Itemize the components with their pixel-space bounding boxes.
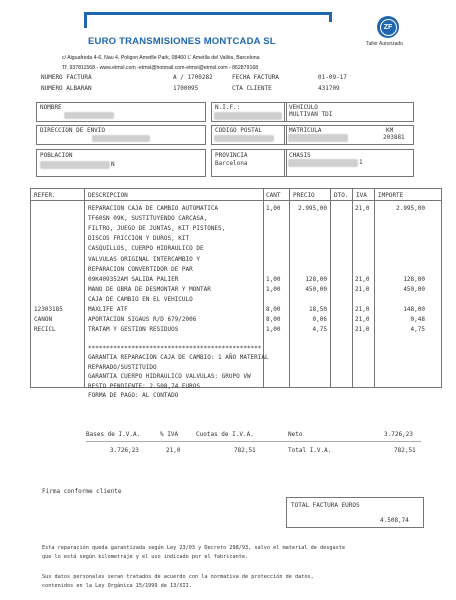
row-cant: 1,00	[266, 285, 281, 293]
privacy-line-2: contenidos en la Ley Orgánica 15/1999 de 13/XII.	[42, 583, 192, 589]
row-iva: 21,0	[355, 316, 370, 324]
row-desc: CASQUILLOS, CUERPO HIDRAULICO DE	[88, 245, 204, 253]
chasis-label: CHASIS	[289, 152, 311, 159]
note-line: GARANTIA REPARACION CAJA DE CAMBIO: 1 AÑO MATERIAL	[88, 354, 269, 361]
iva-summary-rule	[86, 441, 421, 442]
header-underline-bend	[84, 12, 87, 28]
row-desc: REPARACION CONVERTIDOR DE PAR	[88, 265, 193, 273]
numero-albaran-label: NUMERO ALBARAN	[41, 85, 92, 92]
codigo-postal-label: CODIGO POSTAL	[215, 127, 262, 134]
note-line: RESTO PENDIENTE: 2.508,74 EUROS	[88, 382, 200, 390]
note-line: GARANTIA CUERPO HIDRAULICO VALVULAS: GRUPO VW	[88, 373, 251, 380]
col-sep-1	[84, 188, 85, 388]
company-name: EURO TRANSMISIONES MONTCADA SL	[88, 36, 276, 47]
row-desc: APORTACION SIGAUS R/D 679/2006	[88, 316, 197, 324]
header-cant: CANT	[266, 192, 281, 199]
note-line: REPARADO/SUSTITUIDO	[88, 363, 157, 371]
row-desc: MAXLIFE ATF	[88, 306, 128, 313]
row-cant: 1,00	[266, 275, 281, 283]
row-precio: 2.995,00	[298, 205, 327, 212]
neto-label: Neto	[288, 431, 303, 438]
row-iva: 21,0	[355, 275, 370, 283]
numero-factura-value: A / 1700282	[173, 74, 213, 81]
row-precio: 0,06	[312, 316, 327, 324]
row-iva: 21,0	[355, 326, 370, 334]
numero-factura-label: NUMERO FACTURA	[41, 74, 92, 81]
direccion-redacted	[92, 135, 150, 142]
row-cant: 8,00	[266, 316, 281, 324]
row-desc: MANO DE OBRA DE DESMONTAR Y MONTAR	[88, 285, 211, 293]
vehiculo-value: MULTIVAN TDI	[289, 111, 333, 118]
row-ref: 12303185	[34, 306, 63, 313]
row-precio: 18,50	[308, 306, 327, 313]
row-importe: 2.995,00	[396, 205, 425, 212]
privacy-line-1: Sus datos personales seran tratados de acuerdo con la normativa de protección de datos,	[42, 574, 314, 580]
row-desc: REPARACION CAJA DE CAMBIO AUTOMATICA	[88, 205, 219, 212]
neto-value: 3.726,23	[384, 431, 413, 438]
cta-cliente-label: CTA CLIENTE	[232, 85, 272, 92]
total-iva-label: Total I.V.A.	[288, 447, 332, 454]
zf-logo	[377, 16, 399, 38]
col-sep-5	[352, 188, 353, 388]
bases-label: Bases de I.V.A.	[86, 431, 141, 438]
row-iva: 21,0	[355, 306, 370, 313]
row-iva: 21,0	[355, 285, 370, 293]
row-importe: 0,48	[410, 316, 425, 324]
codigo-postal-redacted	[214, 135, 274, 142]
header-dto: DTO.	[334, 192, 349, 199]
col-sep-6	[374, 188, 375, 388]
header-importe: IMPORTE	[378, 192, 404, 199]
col-sep-3	[289, 188, 290, 388]
row-desc: DISCOS FRICCION Y DUROS, KIT	[88, 235, 190, 243]
pct-label: % IVA	[160, 431, 179, 438]
header-precio: PRECIO	[293, 192, 315, 199]
company-address: c/ Aiguafreda 4-6, Nau 4, Poligon Ametlle Park, 08460 L' Ametlla del Vallès, Barcelona	[62, 55, 260, 61]
row-precio: 450,00	[305, 285, 327, 293]
row-importe: 4,75	[410, 326, 425, 334]
nif-label: N.I.F.:	[215, 104, 241, 111]
total-iva-value: 782,51	[394, 447, 416, 454]
row-desc: VALVULAS ORIGINAL INTERCAMBIO Y	[88, 255, 200, 263]
header-iva: IVA	[356, 192, 367, 199]
row-cant: 1,00	[266, 326, 281, 334]
direccion-label: DIRECCION DE ENVIO	[40, 127, 106, 134]
header-underline	[85, 12, 330, 15]
header-refer: REFER.	[34, 192, 56, 199]
total-factura-label: TOTAL FACTURA EUROS	[291, 502, 360, 509]
fecha-factura-label: FECHA FACTURA	[232, 74, 279, 81]
firma-label: Firma conforme cliente	[42, 488, 122, 495]
note-line: FORMA DE PAGO: AL CONTADO	[88, 392, 179, 399]
fecha-factura-value: 01-09-17	[318, 74, 347, 81]
row-desc: 09K409352AM SALIDA PALIER	[88, 275, 179, 283]
matricula-label: MATRICULA	[289, 127, 322, 134]
header-descripcion: DESCRIPCION	[88, 192, 128, 199]
guarantee-line-1: Esta reparación queda garantizada según Ley 23/03 y Decreto 298/93, salvo el material de desgaste	[42, 545, 345, 551]
km-label: KM	[386, 127, 394, 134]
provincia-value: Barcelona	[215, 160, 248, 167]
total-factura-value: 4.508,74	[380, 517, 409, 524]
nif-redacted	[214, 112, 282, 120]
row-ref: RECICL	[34, 326, 56, 334]
row-importe: 128,00	[403, 275, 425, 283]
cuota-value: 782,51	[234, 447, 256, 454]
header-underline-end	[329, 12, 332, 22]
row-desc: TRATAM Y GESTION RESIDUOS	[88, 326, 179, 334]
row-desc: CAJA DE CAMBIO EN EL VEHICULO	[88, 295, 193, 303]
guarantee-line-2: que lo está según kilometraje y el uso indicado por el fabricante.	[42, 554, 249, 560]
matricula-redacted	[288, 134, 348, 142]
pct-value: 21,0	[166, 447, 181, 454]
numero-albaran-value: 1700095	[173, 85, 199, 92]
row-precio: 4,75	[312, 326, 327, 334]
base-value: 3.726,23	[110, 447, 139, 454]
row-iva: 21,0	[355, 205, 370, 212]
items-separator: ************************************************	[88, 345, 262, 352]
poblacion-value-tail: N	[111, 161, 115, 168]
cta-cliente-value: 431709	[318, 85, 340, 92]
row-desc: FILTRO, JUEGO DE JUNTAS, KIT PISTONES,	[88, 225, 226, 233]
row-precio: 128,00	[305, 275, 327, 283]
vehiculo-label: VEHICULO	[289, 104, 318, 111]
provincia-label: PROVINCIA	[215, 152, 248, 159]
row-importe: 148,00	[403, 306, 425, 313]
row-ref: CANON	[34, 316, 53, 324]
col-sep-4	[330, 188, 331, 388]
poblacion-label: POBLACION	[40, 152, 73, 159]
chasis-value-tail: 1	[359, 159, 363, 166]
chasis-redacted	[288, 159, 358, 167]
km-value: 203881	[383, 134, 405, 141]
row-cant: 8,00	[266, 306, 281, 313]
nombre-label: NOMBRE	[40, 104, 62, 111]
company-contact: Tf. 937811568 - www.etmsl.com -etmsl@hotmail.com-etmsl@etmsl.com - 862879168	[62, 65, 259, 71]
poblacion-redacted	[40, 161, 110, 169]
cuotas-label: Cuotas de I.V.A.	[196, 431, 254, 438]
row-importe: 450,00	[403, 285, 425, 293]
zf-logo-caption: Taller Autorizado	[366, 41, 403, 47]
nombre-redacted	[64, 112, 114, 119]
row-desc: TF60SN 09K, SUSTITUYENDO CARCASA,	[88, 215, 208, 223]
items-header-rule	[30, 200, 442, 201]
row-cant: 1,00	[266, 205, 281, 212]
zf-logo-letters: ZF	[383, 23, 393, 31]
